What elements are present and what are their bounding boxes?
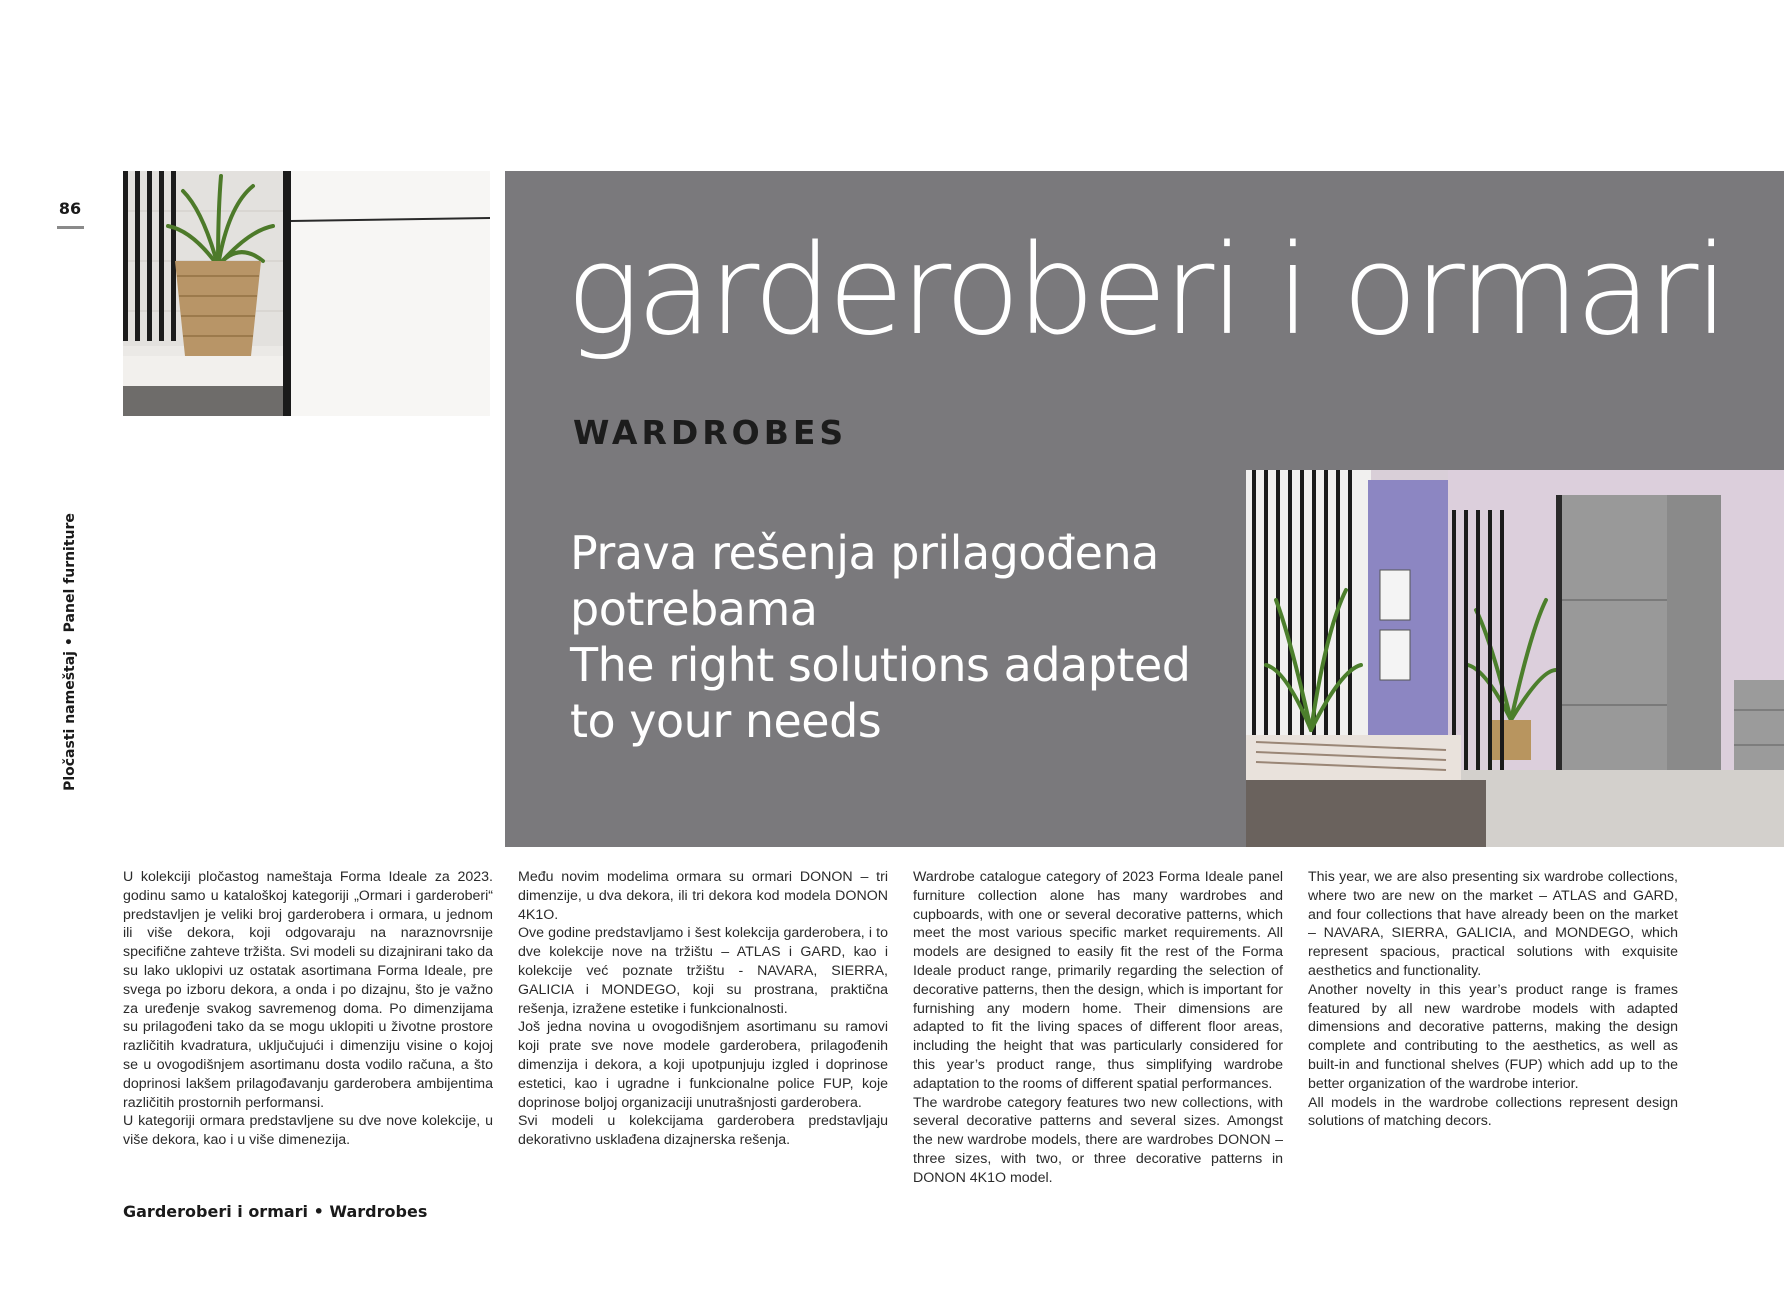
paragraph: The wardrobe category features two new collections, with several decorative patterns and several sizes. Amongst the new wardrobe models, there are wardrobes DONON – three sizes, with two, or three decorative patterns in DONON 4K1O model. [913, 1094, 1283, 1186]
paragraph: This year, we are also presenting six wardrobe collections, where two are new on the market – ATLAS and GARD, and four collections that have already been on the market – NAVARA, SIERRA, GALICIA, and MONDEGO, which represent spacious, practical solutions with exquisite aesthetics and functionality. [1308, 869, 1678, 979]
text-column-serbian-2 [518, 868, 888, 1150]
paragraph: All models in the wardrobe collections represent design solutions of matching decors. [1308, 1094, 1678, 1130]
tagline-line: potrebama [570, 582, 818, 636]
text-column-serbian-1 [123, 868, 493, 1150]
footer-section-label: Garderoberi i ormari • Wardrobes [123, 1202, 428, 1221]
paragraph: Svi modeli u kolekcijama garderobera predstavljaju dekorativno usklađena dizajnerska rešenja. [518, 1113, 888, 1149]
wardrobe-detail-photo [123, 171, 490, 416]
hero-tagline [570, 525, 1220, 749]
paragraph: Another novelty in this year’s product range is frames featured by all new wardrobe models with adapted dimensions and decorative patterns, making the design complete and contributing to the aesthetics, as well as built-in and functional shelves (FUP) which add up to the better organization of the wardrobe interior. [1308, 981, 1678, 1092]
side-section-label: Pločasti nameštaj • Panel furniture [62, 513, 78, 791]
text-column-english-2 [1308, 868, 1678, 1131]
paragraph: Među novim modelima ormara su ormari DONON – tri dimenzije, u dva dekora, ili tri dekora kod modela DONON 4K1O. [518, 869, 888, 923]
tagline-line: The right solutions adapted [570, 638, 1191, 692]
paragraph: Ove godine predstavljamo i šest kolekcija garderobera, i to dve kolekcije nove na tržištu – ATLAS i GARD, kao i kolekcije već poznate tržištu - NAVARA, SIERRA, GALICIA i MONDEGO, koji su prostrana, praktična rešenja, izražene estetike i funkcionalnosti. [518, 925, 888, 1017]
paragraph: Wardrobe catalogue category of 2023 Forma Ideale panel furniture collection alone has many wardrobes and cupboards, with one or several decorative patterns, which meet the most various specific market requirements. All models are designed to easily fit the rest of the Forma Ideale product range, primarily regarding the selection of decorative patterns, then the design, which is important for furnishing any modern home. Their dimensions are adapted to fit the living spaces of different floor areas, including the height that was particularly considered for this year’s product range, thus simplifying wardrobe adaptation to the rooms of different spatial performances. [913, 869, 1283, 1092]
paragraph: U kolekciji pločastog nameštaja Forma Ideale za 2023. godinu samo u kataloškoj kategoriji „Ormari i garderoberi“ predstavljen je veliki broj garderobera i ormara, u jednom ili više dekora, koji odgovaraju na naraznovrsnije specifične zahteve tržišta. Svi modeli su dizajnirani tako da su lako uklopivi uz ostatak asortimana Forma Ideale, pre svega po izboru dekora, a onda i po dizajnu, što je važno za uređenje svakog savremenog doma. Po dimenzijama su prilagođeni tako da se mogu uklopiti u životne prostore različitih kvadratura, uključujući i dimenziju visine o kojoj se u ovogodišnjem asortimanu dosta vodilo računa, a što doprinosi lakšem prilagođavanju garderobera ambijentima različitih prostornih performansi. [123, 869, 493, 1111]
page-number: 86 [58, 199, 82, 218]
paragraph: Još jedna novina u ovogodišnjem asortimanu su ramovi koji prate sve nove modele garderobera, prilagođenih dimenzija i dekora, a koji upotpunjuju izgled i doprinose estetici, kao i ugradne i funkcionalne police FUP, koje doprinose boljoj organizaciji unutrašnjosti garderobera. [518, 1019, 888, 1111]
paragraph: U kategoriji ormara predstavljene su dve nove kolekcije, u više dekora, kao i u više dimenezija. [123, 1113, 493, 1149]
hero-title: garderoberi i ormari [566, 219, 1725, 363]
bedroom-wardrobe-illustration [1246, 470, 1784, 847]
hero-subtitle: WARDROBES [573, 413, 848, 452]
tagline-line: to your needs [570, 694, 882, 748]
tagline-line: Prava rešenja prilagođena [570, 526, 1159, 580]
wardrobe-detail-illustration [123, 171, 490, 416]
text-column-english-1 [913, 868, 1283, 1188]
page-number-rule [57, 226, 84, 229]
bedroom-wardrobe-photo [1246, 470, 1784, 847]
